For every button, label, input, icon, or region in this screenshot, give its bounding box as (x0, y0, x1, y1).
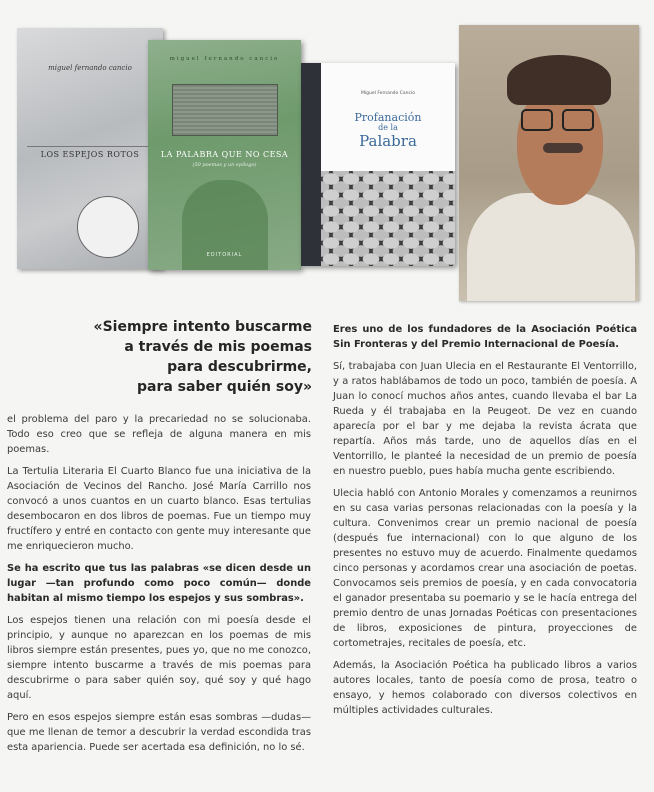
interview-question: Se ha escrito que tus las palabras «se dicen desde un lugar —tan profundo como poco común— donde habitan al mismo tiempo los espejos y sus sombras». (7, 563, 311, 604)
book-cover-profanacion-de-la-palabra (301, 63, 455, 266)
book-publisher: EDITORIAL (206, 252, 243, 258)
book-title-line3: Palabra (359, 132, 417, 150)
book-author: Miguel Fernando Cancio (361, 91, 415, 96)
portrait-cap (507, 55, 611, 105)
paragraph: Los espejos tienen una relación con mi poesía desde el principio, y aunque no aparezcan en los poemas de mis libros siempre están presentes, pues yo, que no me conozco, siempre intento buscarme a través de mis poemas para descubrirme o para saber quién soy, qué soy y qué hago aquí. (7, 615, 311, 701)
paragraph: el problema del paro y la precariedad no se solucionaba. Todo eso creo que se refleja de alguna manera en mis poemas. (7, 414, 311, 455)
portrait-glasses-right (562, 109, 594, 131)
book-cover-la-palabra-que-no-cesa (148, 40, 301, 270)
pull-quote-line: para saber quién soy» (136, 379, 312, 395)
pull-quote (90, 317, 312, 397)
book-author: miguel fernando cancio (169, 56, 280, 62)
cover-photo (172, 84, 278, 136)
pull-quote-line: a través de mis poemas (124, 339, 312, 355)
paragraph: Sí, trabajaba con Juan Ulecia en el Restaurante El Ventorrillo, y a ratos hablábamos de todo un poco, también de poesía. A Juan lo conocí muchos años antes, cuando llevaba el bar La Rueda y él trabajaba en la Peugeot. De vez en cuando aparecía por el bar y me dejaba la revista ácrata que repartía. Años más tarde, uno de aquellos días en el Ventorrillo, le planteé la necesidad de un premio de poesía en nuestro pueblo, pues había mucha gente escribiendo. (333, 361, 637, 477)
portrait-mustache (543, 143, 583, 153)
portrait-shirt (467, 193, 635, 301)
book-title: LOS ESPEJOS ROTOS (40, 150, 140, 159)
paragraph: Pero en esos espejos siempre están esas sombras —dudas— que me llenan de temor a descubrir la verdad escondida tras esta apariencia. Puede ser acertada esa definición, no lo sé. (7, 712, 311, 753)
paragraph: La Tertulia Literaria El Cuarto Blanco fue una iniciativa de la Asociación de Vecinos del Rancho. José María Carrillo nos convocó a unos cuantos en un cuarto blanco. Esas tertulias desembocaron en dos libros de poemas. Fue un tiempo muy fructífero y entré en contacto con gente muy interesante que me enriquecieron mucho. (7, 466, 311, 552)
book-title: LA PALABRA QUE NO CESA (160, 150, 289, 159)
paragraph: Además, la Asociación Poética ha publicado libros a varios autores locales, tanto de poesía como de prosa, teatro o ensayo, y hemos colaborado con diversos colectivos en múltiples actividades culturales. (333, 660, 637, 716)
pull-quote-line: «Siempre intento buscarme (93, 319, 312, 335)
pull-quote-line: para descubrirme, (167, 359, 312, 375)
book-title-line1: Profanación (354, 111, 422, 124)
book-title-line2: de la (378, 123, 398, 132)
right-column (333, 322, 637, 725)
cover-illustration (77, 196, 139, 258)
interview-question: Eres uno de los fundadores de la Asociación Poética Sin Fronteras y del Premio Internacional de Poesía. (333, 324, 637, 350)
cover-illustration (321, 171, 455, 266)
portrait-glasses-left (521, 109, 553, 131)
book-cover-los-espejos-rotos (17, 28, 163, 269)
book-subtitle: (50 poemas y un epílogo) (192, 162, 257, 168)
divider (27, 146, 153, 147)
author-portrait (459, 25, 639, 301)
book-author: miguel fernando cancio (48, 64, 132, 72)
paragraph: Ulecia habló con Antonio Morales y comenzamos a reunirnos en su casa varias personas relacionadas con la poesía y la cultura. Convenimos crear un premio nacional de poesía (después fue internacional) con lo que alguno de los presentes no estuvo muy de acuerdo. Finalmente quedamos cinco personas y acordamos crear una asociación de poetas. Convocamos seis premios de poesía, y en cada convocatoria el ganador presentaba su poemario y se le hacía entrega del premio dentro de unas Jornadas Poéticas con presentaciones de libros, exposiciones de pintura, proyecciones de cortometrajes, recitales de poesía, etc. (333, 488, 637, 649)
left-column (7, 412, 311, 762)
